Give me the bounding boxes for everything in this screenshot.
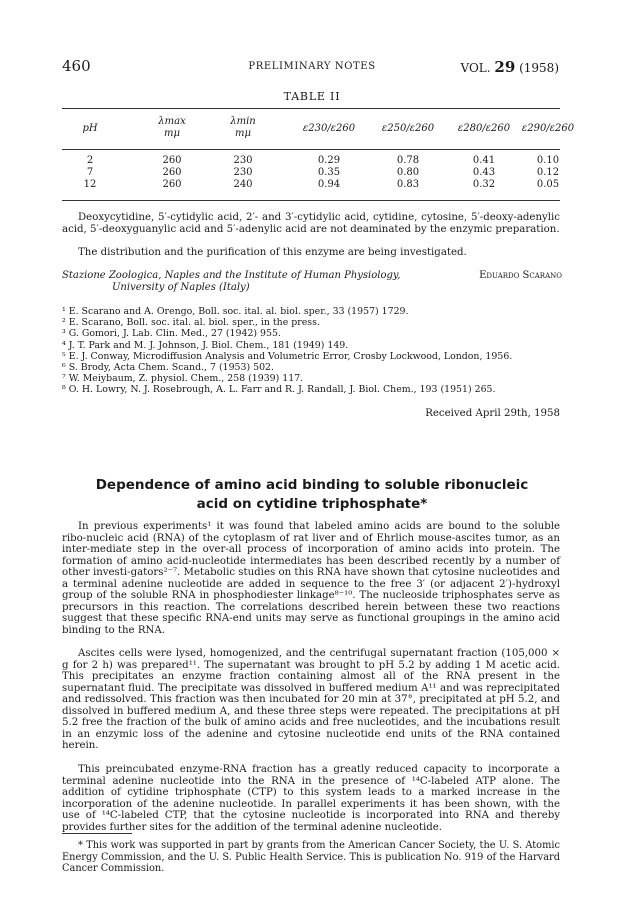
table-cell: 230 xyxy=(233,167,253,178)
table-cell: 0.32 xyxy=(472,179,496,190)
prev-paragraph-2: The distribution and the purification of this enzyme are being investigated. xyxy=(78,247,467,258)
table-cell: 260 xyxy=(162,167,182,178)
article-title xyxy=(0,476,624,514)
column-header xyxy=(132,117,212,139)
article-title-line-1: Dependence of amino acid binding to soluble ribonucleic xyxy=(95,477,529,493)
table-cell: 230 xyxy=(233,155,253,166)
table-cell: 0.10 xyxy=(536,155,560,166)
references xyxy=(62,306,562,396)
volume-info xyxy=(460,58,559,76)
article-paragraph-2: Ascites cells were lysed, homogenized, and the centrifugal supernatant fraction (105,000 × g for 2 h) was prepared¹¹. The supernatant was brought to pH 5.2 by adding 1 M acetic acid. This precipitates an enzyme fraction containing almost all of the RNA present in the supernatant fluid. The precipitate was dissolved in buffered medium A¹¹ and was reprecipitated and redissolved. This fraction was then incubated for 20 min at 37°, precipitated at pH 5.2, and dissolved in buffered medium A, and these three steps were repeated. The precipitations at pH 5.2 free the fraction of the bulk of amino acids and free nucleotides, and the incubations result in an enzymic loss of the adenine and cytosine nucleotide end units of the RNA contained herein. xyxy=(62,648,560,751)
table-cell: 12 xyxy=(83,179,97,190)
reference-item: ⁸ O. H. Lowry, N. J. Rosebrough, A. L. Farr and R. J. Randall, J. Biol. Chem., 193 (1951) 265. xyxy=(62,384,496,396)
table-cell: 0.05 xyxy=(536,179,560,190)
table-cell: 2 xyxy=(86,155,94,166)
column-header-label: λmin xyxy=(230,116,256,127)
reference-item: ³ G. Gomori, J. Lab. Clin. Med., 27 (1942) 955. xyxy=(62,328,281,340)
affiliation xyxy=(62,270,400,294)
footnote-rule xyxy=(62,833,132,834)
column-header-label: pH xyxy=(82,123,98,134)
volume-number: 29 xyxy=(494,58,516,76)
article-title-line-2: acid on cytidine triphosphate* xyxy=(196,496,428,512)
table-cell: 0.80 xyxy=(396,167,420,178)
affiliation-line-1: Stazione Zoologica, Naples and the Institute of Human Physiology, xyxy=(62,270,401,281)
table-bottom-rule xyxy=(62,200,560,201)
column-header-unit: mμ xyxy=(235,128,251,139)
reference-item: ⁷ W. Meiybaum, Z. physiol. Chem., 258 (1939) 117. xyxy=(62,373,304,385)
running-title: PRELIMINARY NOTES xyxy=(248,61,376,72)
article-paragraph-3: This preincubated enzyme-RNA fraction has a greatly reduced capacity to incorporate a terminal adenine nucleotide into the RNA in the presence of ¹⁴C-labeled ATP alone. The addition of cytidine triphosphate (CTP) to this system leads to a marked increase in the incorporation of the adenine nucleotide. In parallel experiments it has been shown, with the use of ¹⁴C-labeled CTP, that the cytosine nucleotide is incorporated into RNA and thereby provides further sites for the addition of the terminal adenine nucleotide. xyxy=(62,764,560,833)
received-date: Received April 29th, 1958 xyxy=(425,408,560,419)
table-top-rule xyxy=(62,108,560,109)
table-header-rule xyxy=(62,149,560,150)
author: Eduardo Scarano xyxy=(479,270,562,281)
table-cell: 0.83 xyxy=(396,179,420,190)
column-header-label: ε230/ε260 xyxy=(302,123,356,134)
prev-paragraph-1: Deoxycytidine, 5′-cytidylic acid, 2′- and 3′-cytidylic acid, cytidine, cytosine, 5′-deoxy-adenylic acid, 5′-deoxyguanylic acid and 5′-adenylic acid are not deaminated by the enzymic preparation. xyxy=(62,212,560,235)
column-header xyxy=(508,124,588,134)
column-header-label: λmax xyxy=(158,116,186,127)
table-caption: TABLE II xyxy=(283,90,341,103)
table-cell: 240 xyxy=(233,179,253,190)
reference-item: ¹ E. Scarano and A. Orengo, Boll. soc. ital. al. biol. sper., 33 (1957) 1729. xyxy=(62,306,409,317)
reference-item: ² E. Scarano, Boll. soc. ital. al. biol. sper., in the press. xyxy=(62,317,320,329)
column-header xyxy=(289,124,369,134)
article-paragraph-1: In previous experiments¹ it was found that labeled amino acids are bound to the soluble ribo-nucleic acid (RNA) of the cytoplasm of rat liver and of Ehrlich mouse-ascites tumor, as an inter-mediate step in the over-all process of incorporation of amino acids into protein. The formation of amino acid-nucleotide intermediates has been described recently by a number of other investi-gators²⁻⁷. Metabolic studies on this RNA have shown that cytosine nucleotides and a terminal adenine nucleotide are added in sequence to the free 3′ (or adjacent 2′)-hydroxyl group of the soluble RNA in phosphodiester linkage⁸⁻¹⁰. The nucleoside triphosphates serve as precursors in this reaction. The correlations described herein between these two reactions suggest that these specific RNA-end units may serve as functional groupings in the amino acid binding to the RNA. xyxy=(62,521,560,636)
volume-year: (1958) xyxy=(519,61,559,75)
reference-item: ⁴ J. T. Park and M. J. Johnson, J. Biol. Chem., 181 (1949) 149. xyxy=(62,339,349,351)
column-header-label: ε280/ε260 xyxy=(457,123,511,134)
table-cell: 7 xyxy=(86,167,94,178)
table-cell: 260 xyxy=(162,155,182,166)
table-cell: 0.35 xyxy=(317,167,341,178)
table-cell: 0.41 xyxy=(472,155,496,166)
table-cell: 0.94 xyxy=(317,179,341,190)
column-header-label: ε290/ε260 xyxy=(521,123,575,134)
table-cell: 0.43 xyxy=(472,167,496,178)
page-number: 460 xyxy=(62,57,91,75)
reference-item: ⁵ E. J. Conway, Microdiffusion Analysis and Volumetric Error, Crosby Lockwood, London, 1956. xyxy=(62,350,513,362)
table-cell: 0.12 xyxy=(536,167,560,178)
column-header-label: ε250/ε260 xyxy=(381,123,435,134)
affiliation-line-2: University of Naples (Italy) xyxy=(112,282,250,293)
column-header xyxy=(203,117,283,139)
table-cell: 260 xyxy=(162,179,182,190)
volume-prefix: VOL. xyxy=(460,61,491,75)
table-cell: 0.78 xyxy=(396,155,420,166)
reference-item: ⁶ S. Brody, Acta Chem. Scand., 7 (1953) 502. xyxy=(62,362,274,374)
table-cell: 0.29 xyxy=(317,155,341,166)
column-header xyxy=(368,124,448,134)
column-header-unit: mμ xyxy=(164,128,180,139)
column-header xyxy=(50,124,130,134)
footnote: * This work was supported in part by grants from the American Cancer Society, the U. S. Atomic Energy Commission, and the U. S. Public Health Service. This is publication No. 919 of the Harvard Cancer Commission. xyxy=(62,840,560,874)
